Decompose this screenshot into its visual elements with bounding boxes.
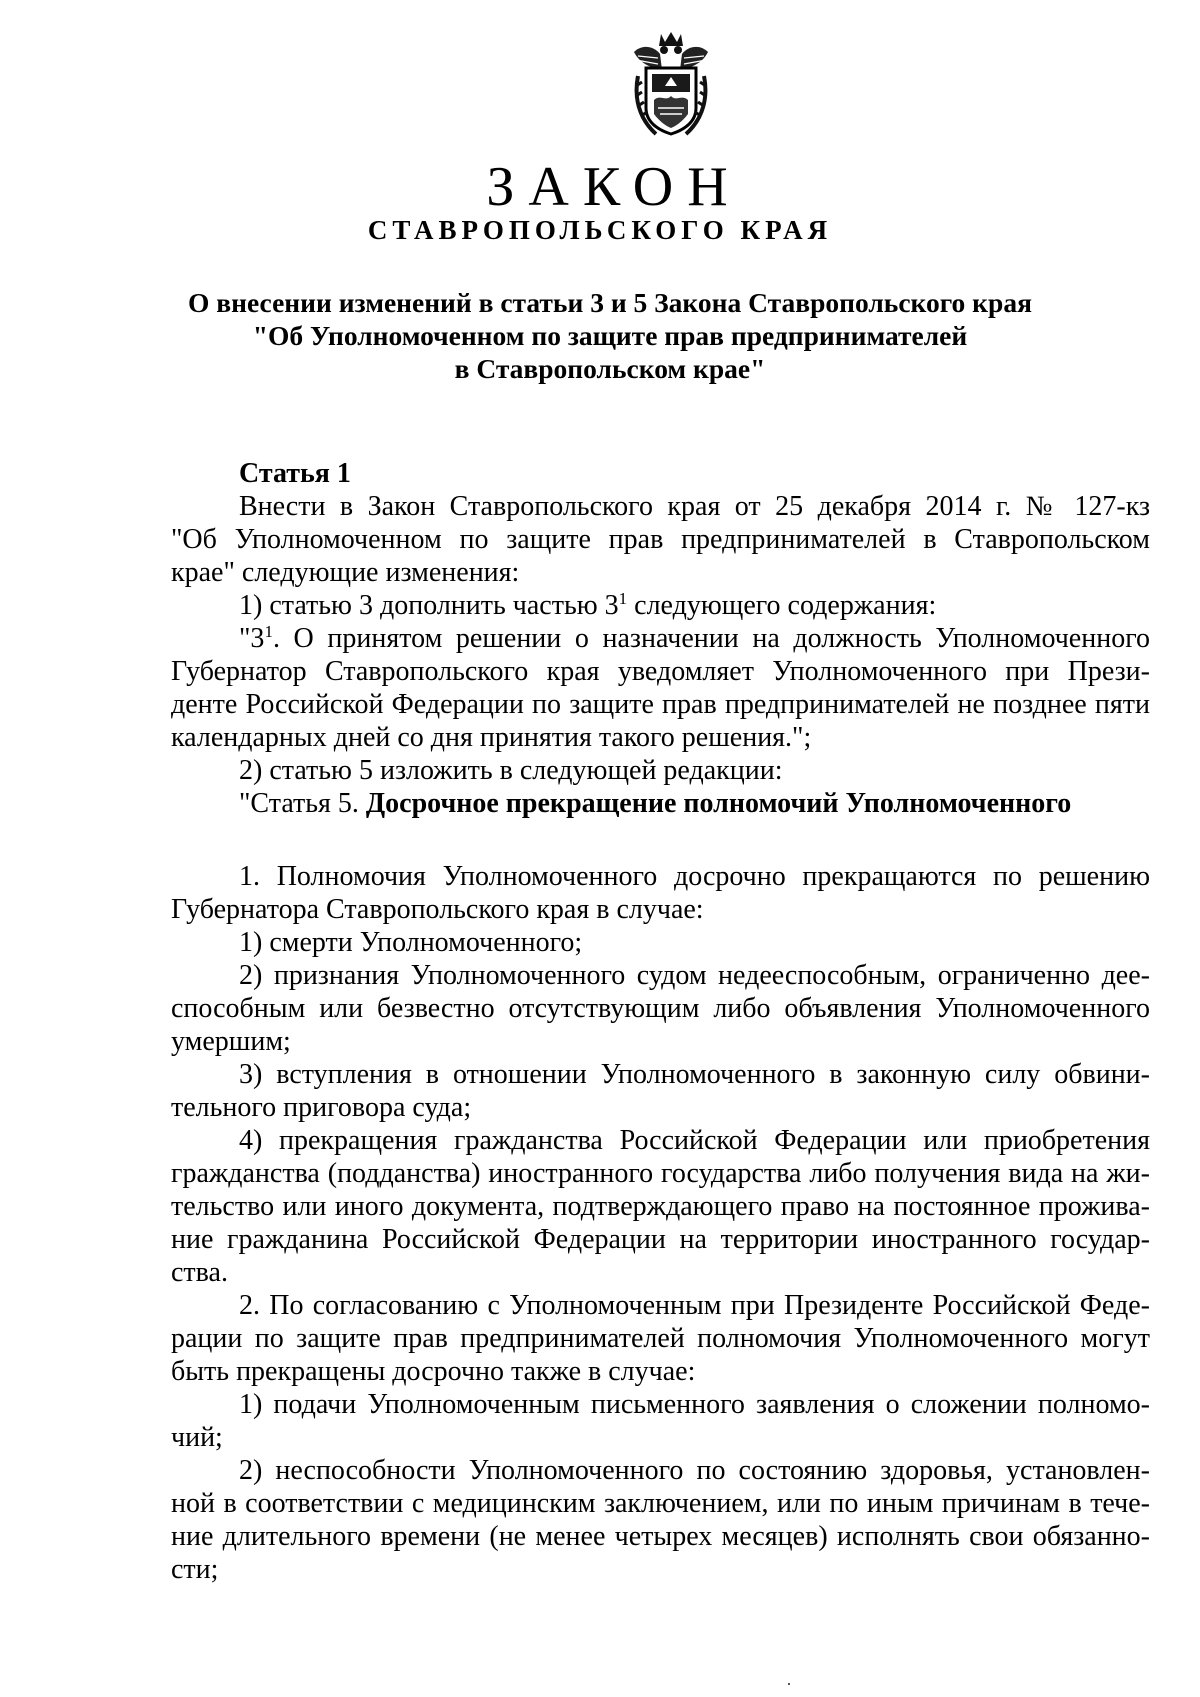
paragraph-line: ние гражданина Российской Федерации на территории иностранного государ- (171, 1224, 1150, 1255)
superscript: 1 (264, 622, 273, 641)
paragraph-line: чий; (171, 1422, 223, 1453)
paragraph-line: крае" следующие изменения: (171, 557, 520, 588)
heading-line: О внесении изменений в статьи 3 и 5 Закона Ставропольского края (188, 287, 1032, 318)
paragraph-line: 2. По согласованию с Уполномоченным при Президенте Российской Феде- (239, 1290, 1150, 1321)
paragraph-line: ной в соответствии с медицинским заключением, или по иным причинам в тече- (171, 1488, 1150, 1519)
paragraph-line: 3) вступления в отношении Уполномоченного в законную силу обвини- (239, 1059, 1150, 1090)
paragraph-line: календарных дней со дня принятия такого решения."; (171, 722, 812, 753)
paragraph-line: умершим; (171, 1026, 291, 1057)
document-title: ЗАКОН (486, 156, 742, 218)
paragraph-line: гражданства (подданства) иностранного государства либо получения вида на жи- (171, 1158, 1150, 1189)
paragraph-line: денте Российской Федерации по защите прав предпринимателей не позднее пяти (171, 689, 1150, 720)
article-5-title-line (171, 787, 1150, 820)
text-segment: "3 (239, 623, 265, 654)
heading-line: "Об Уполномоченном по защите прав предпринимателей (252, 320, 968, 351)
document-body (171, 457, 1150, 1586)
paragraph-line: "Об Уполномоченном по защите прав предпринимателей в Ставропольском (171, 524, 1150, 555)
paragraph-line: 2) статью 5 изложить в следующей редакции: (239, 755, 783, 786)
text-segment: 1) статью 3 дополнить частью 3 (239, 590, 619, 621)
law-heading (150, 286, 1070, 385)
paragraph-line (171, 622, 1150, 655)
scan-speck (788, 1683, 790, 1685)
paragraph-line: Губернатор Ставропольского края уведомляет Уполномоченного при Прези- (171, 656, 1150, 687)
paragraph-line: Губернатора Ставропольского края в случае: (171, 894, 704, 925)
paragraph-line: тельство или иного документа, подтверждающего право на постоянное прожива- (171, 1191, 1150, 1222)
paragraph-line: рации по защите прав предпринимателей полномочия Уполномоченного могут (171, 1323, 1150, 1354)
paragraph-line: 2) неспособности Уполномоченного по состоянию здоровья, установлен- (239, 1455, 1150, 1486)
paragraph-line: 1) смерти Уполномоченного; (239, 927, 583, 958)
paragraph-line: 4) прекращения гражданства Российской Федерации или приобретения (239, 1125, 1150, 1156)
paragraph-line: 1) подачи Уполномоченным письменного заявления о сложении полномо- (239, 1389, 1150, 1420)
text-segment: "Статья 5. (239, 788, 359, 819)
paragraph-line: быть прекращены досрочно также в случае: (171, 1356, 696, 1387)
text-segment: следующего содержания: (634, 590, 937, 621)
spacer (171, 820, 1150, 860)
article-1-title: Статья 1 (239, 458, 351, 489)
document-subtitle: СТАВРОПОЛЬСКОГО КРАЯ (367, 215, 833, 245)
paragraph-line: ства. (171, 1257, 228, 1288)
heading-line: в Ставропольском крае" (454, 353, 766, 384)
paragraph-line: сти; (171, 1554, 219, 1585)
paragraph-line: 1. Полномочия Уполномоченного досрочно прекращаются по решению (239, 861, 1150, 892)
superscript: 1 (618, 589, 628, 608)
coat-of-arms-icon (628, 30, 714, 140)
text-segment: . О принятом решении о назначении на должность Уполномоченного (272, 623, 1150, 654)
paragraph-line: Внести в Закон Ставропольского края от 25 декабря 2014 г. № 127-кз (239, 491, 1150, 522)
paragraph-line: способным или безвестно отсутствующим либо объявления Уполномоченного (171, 993, 1150, 1024)
article-5-title: Досрочное прекращение полномочий Уполномоченного (365, 788, 1072, 819)
paragraph-line: ние длительного времени (не менее четырех месяцев) исполнять свои обязанно- (171, 1521, 1150, 1552)
paragraph-line: тельного приговора суда; (171, 1092, 472, 1123)
paragraph-line (171, 589, 1150, 622)
paragraph-line: 2) признания Уполномоченного судом недееспособным, ограниченно дее- (239, 960, 1150, 991)
